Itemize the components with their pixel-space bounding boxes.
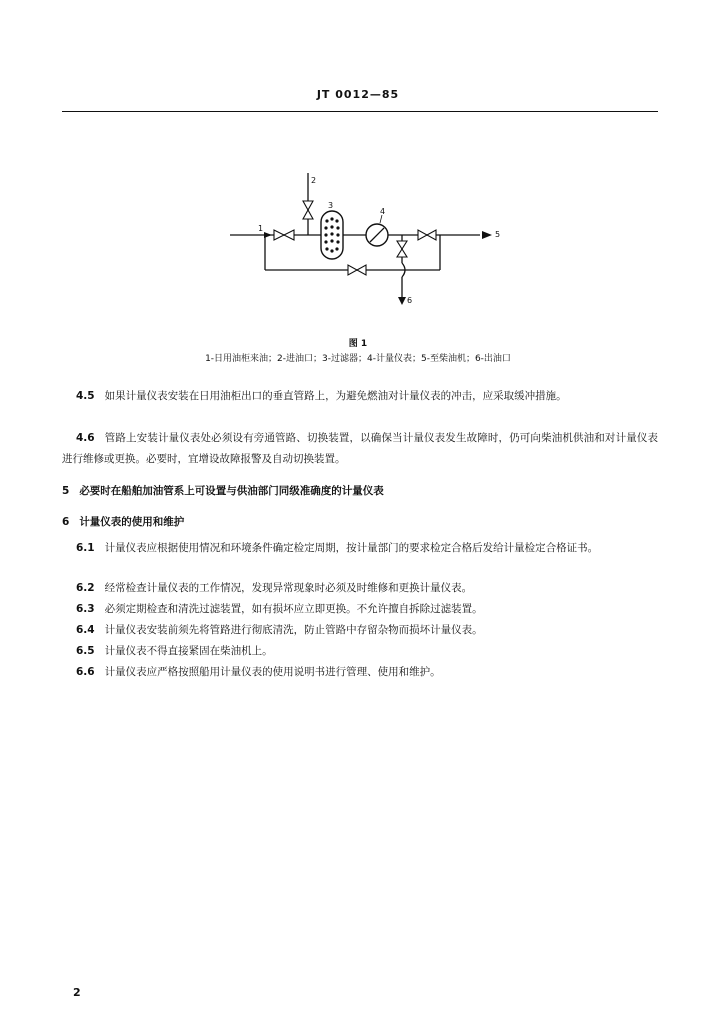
clause-text: 必须定期检查和清洗过滤装置，如有损坏应立即更换。不允许擅自拆除过滤装置。 [104, 603, 483, 615]
valve-icon [303, 201, 313, 210]
piping-diagram [220, 165, 520, 315]
clause-4-6 [62, 428, 658, 470]
header-rule [62, 111, 658, 112]
clause-6-3 [62, 599, 658, 620]
clause-number: 6.3 [76, 603, 95, 615]
clause-text: 计量仪表应根据使用情况和环境条件确定检定周期，按计量部门的要求检定合格后发给计量检定合格证书。 [104, 542, 599, 554]
label-2: 2 [311, 176, 317, 185]
section-6-heading [62, 514, 658, 529]
clause-number: 6.4 [76, 624, 95, 636]
section-title: 计量仪表的使用和维护 [79, 516, 185, 528]
page-number: 2 [73, 986, 81, 999]
outlet-arrow [482, 231, 492, 239]
leader-line [380, 215, 382, 223]
clause-number: 6.6 [76, 666, 95, 678]
clause-text: 如果计量仪表安装在日用油柜出口的垂直管路上，为避免燃油对计量仪表的冲击，应采取缓冲措施。 [104, 390, 567, 402]
section-number: 5 [62, 485, 70, 497]
label-5: 5 [495, 230, 501, 239]
clause-text: 计量仪表应严格按照船用计量仪表的使用说明书进行管理、使用和维护。 [104, 666, 441, 678]
clause-number: 6.5 [76, 645, 95, 657]
clause-6-5 [62, 641, 658, 662]
clause-6-2 [62, 578, 658, 599]
clause-4-5 [62, 386, 658, 407]
valve-icon [397, 249, 407, 257]
label-6: 6 [407, 296, 413, 305]
clause-6-1 [62, 538, 658, 559]
clause-number: 6.1 [76, 542, 95, 554]
clause-6-4 [62, 620, 658, 641]
clause-text: 计量仪表不得直接紧固在柴油机上。 [104, 645, 273, 657]
clause-text: 经常检查计量仪表的工作情况，发现异常现象时必须及时维修和更换计量仪表。 [104, 582, 473, 594]
label-1: 1 [258, 224, 264, 233]
clause-number: 4.5 [76, 390, 95, 402]
valve-icon [303, 210, 313, 219]
valve-icon [274, 230, 284, 240]
valve-icon [427, 230, 436, 240]
valve-icon [357, 265, 366, 275]
clause-text: 管路上安装计量仪表处必须设有旁通管路、切换装置，以确保当计量仪表发生故障时，仍可向柴油机供油和对计量仪表进行维修或更换。必要时，宜增设故障报警及自动切换装置。 [62, 432, 658, 465]
label-3: 3 [328, 201, 334, 210]
valve-icon [348, 265, 357, 275]
clause-text: 计量仪表安装前须先将管路进行彻底清洗，防止管路中存留杂物而损坏计量仪表。 [104, 624, 483, 636]
section-number: 6 [62, 516, 70, 528]
valve-icon [284, 230, 294, 240]
clause-number: 4.6 [76, 432, 95, 444]
valve-icon [397, 241, 407, 249]
label-4: 4 [380, 207, 386, 216]
flow-meter-icon [366, 224, 388, 246]
inlet-arrow [264, 232, 272, 238]
document-code: JT 0012—85 [316, 88, 400, 101]
section-5-heading [62, 483, 658, 498]
clause-number: 6.2 [76, 582, 95, 594]
figure-title: 图 1 [348, 339, 368, 349]
section-title: 必要时在船舶加油管系上可设置与供油部门同级准确度的计量仪表 [79, 485, 384, 497]
clause-6-6 [62, 662, 658, 683]
figure-caption: 1-日用油柜来油；2-进油口；3-过滤器；4-计量仪表；5-至柴油机；6-出油口 [205, 354, 511, 364]
drain-arrow [398, 297, 406, 305]
filter-icon [321, 211, 343, 259]
valve-icon [418, 230, 427, 240]
